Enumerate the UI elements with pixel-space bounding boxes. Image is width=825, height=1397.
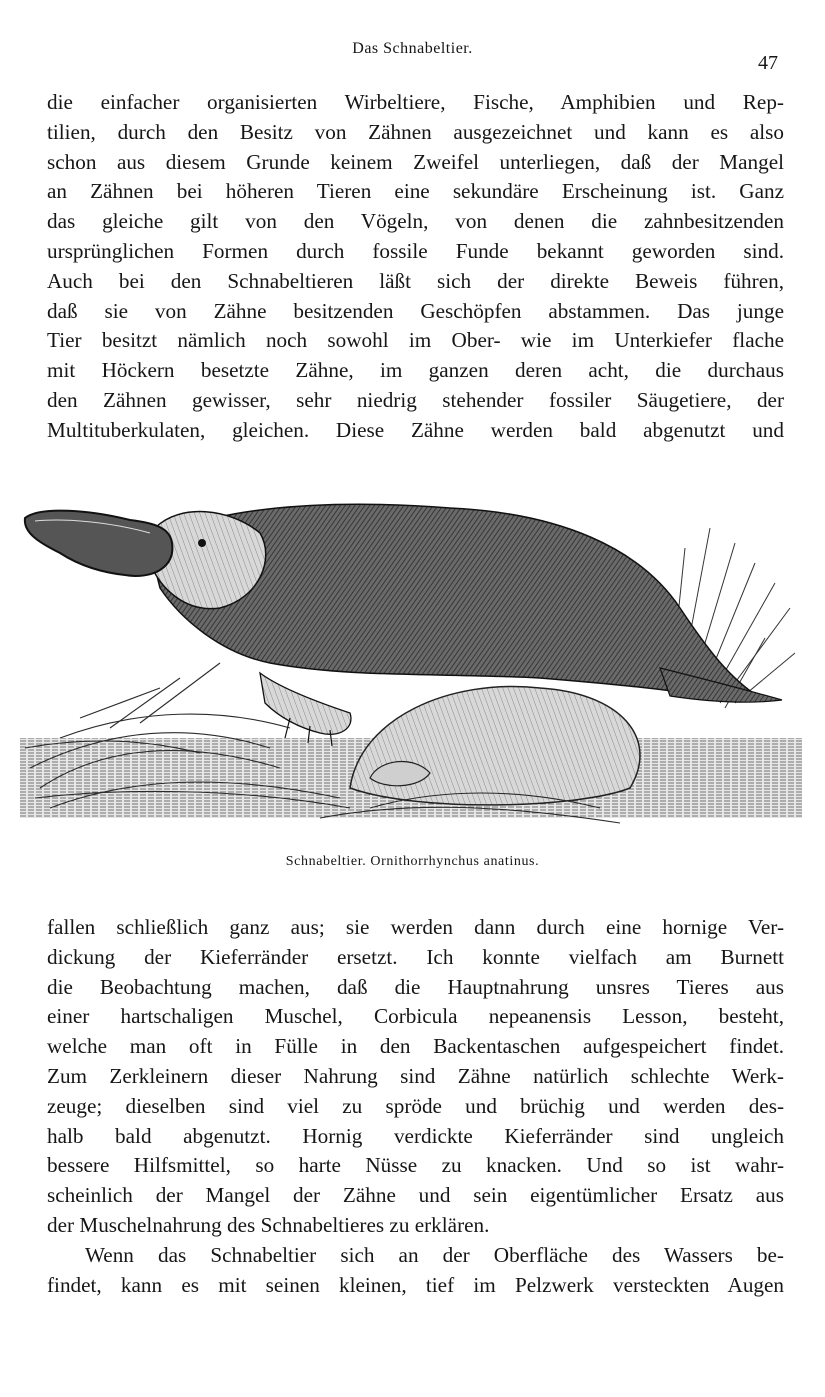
platypus-illustration [20, 488, 802, 830]
text-line: fallen schließlich ganz aus; sie werden dann durch eine hornige Ver- [47, 915, 784, 939]
text-line: an Zähnen bei höheren Tieren eine sekundäre Erscheinung ist. Ganz [47, 179, 784, 204]
text-line: einer hartschaligen Muschel, Corbicula nepeanensis Lesson, besteht, [47, 1004, 784, 1029]
paragraph-bottom [47, 913, 784, 1300]
text-line: Multituberkulaten, gleichen. Diese Zähne werden bald abgenutzt und [47, 417, 784, 442]
platypus-foot [260, 673, 351, 734]
text-line: tilien, durch den Besitz von Zähnen ausgezeichnet und kann es also [47, 119, 784, 144]
text-line: zeuge; dieselben sind viel zu spröde und brüchig und werden des- [47, 1093, 784, 1118]
text-line: findet, kann es mit seinen kleinen, tief im Pelzwerk versteckten Augen [47, 1272, 784, 1297]
text-line: Zum Zerkleinern dieser Nahrung sind Zähne natürlich schlechte Werk- [47, 1063, 784, 1088]
text-line: Wenn das Schnabeltier sich an der Oberfläche des Wassers be- [85, 1242, 784, 1267]
text-line: mit Höckern besetzte Zähne, im ganzen deren acht, die durchaus [47, 358, 784, 383]
figure-caption: Schnabeltier. Ornithorrhynchus anatinus. [285, 854, 540, 869]
page-number: 47 [758, 52, 778, 74]
platypus-eye [198, 539, 206, 547]
text-line: der Muschelnahrung des Schnabeltieres zu erklären. [47, 1212, 490, 1237]
text-line: scheinlich der Mangel der Zähne und sein eigentümlicher Ersatz aus [47, 1183, 784, 1208]
text-line: den Zähnen gewisser, sehr niedrig stehender fossiler Säugetiere, der [47, 387, 784, 412]
text-line: schon aus diesem Grunde keinem Zweifel unterliegen, daß der Mangel [47, 149, 784, 174]
text-line: daß sie von Zähne besitzenden Geschöpfen abstammen. Das junge [47, 298, 784, 323]
text-line: welche man oft in Fülle in den Backentaschen aufgespeichert findet. [47, 1034, 784, 1059]
text-line: halb bald abgenutzt. Hornig verdickte Kieferränder sind ungleich [47, 1123, 784, 1148]
text-line: dickung der Kieferränder ersetzt. Ich konnte vielfach am Burnett [47, 944, 784, 969]
text-line: Tier besitzt nämlich noch sowohl im Ober- wie im Unterkiefer flache [47, 328, 784, 353]
paragraph-top [47, 88, 784, 446]
text-line: bessere Hilfsmittel, so harte Nüsse zu knacken. Und so ist wahr- [47, 1153, 784, 1178]
text-line: die Beobachtung machen, daß die Hauptnahrung unsres Tieres aus [47, 974, 784, 999]
text-line: ursprünglichen Formen durch fossile Funde bekannt geworden sind. [47, 238, 784, 263]
rock-mound [350, 686, 640, 804]
text-line: die einfacher organisierten Wirbeltiere, Fische, Amphibien und Rep- [47, 90, 784, 114]
running-head: Das Schnabeltier. [352, 40, 473, 57]
text-line: Auch bei den Schnabeltieren läßt sich der direkte Beweis führen, [47, 268, 784, 293]
text-line: das gleiche gilt von den Vögeln, von denen die zahnbesitzenden [47, 209, 784, 234]
